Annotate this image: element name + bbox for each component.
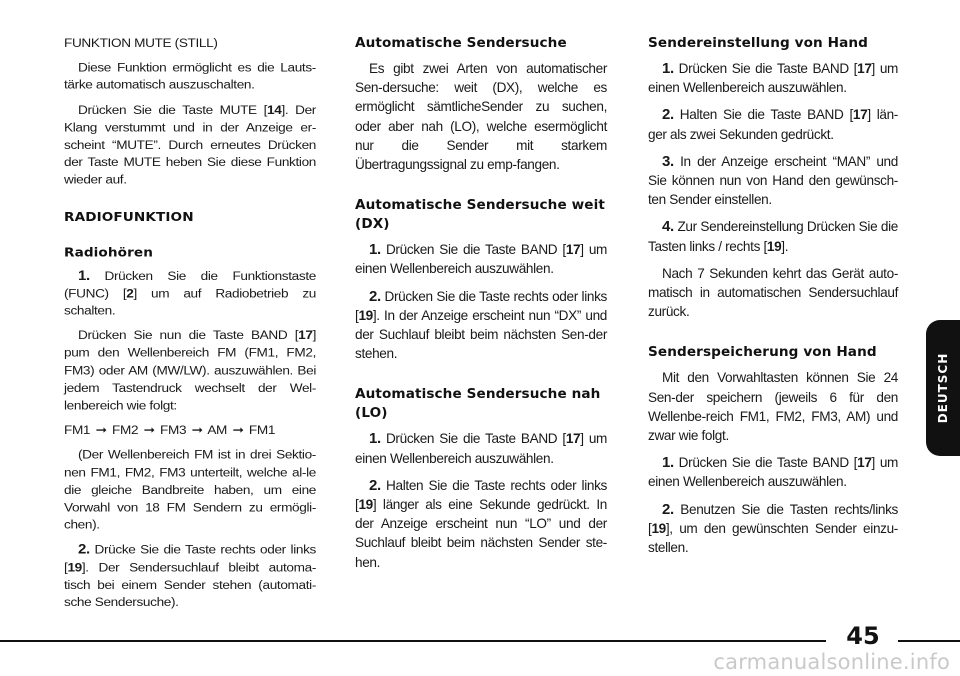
manual-storage-heading: Senderspeicherung von Hand — [648, 344, 877, 361]
band-note: (Der Wellenbereich FM ist in drei Sektio-nen FM1, FM2, FM3 unterteilt, welche al-le die gleiche Bandbreite haben, um eine Vorwahl von 18 FM Sendern zu ermögli-chen). — [64, 448, 316, 532]
manual-step-4: 4. Zur Sendereinstellung Drücken Sie die Tasten links / rechts [19]. — [648, 218, 898, 254]
radio-heading: RADIOFUNKTION — [64, 209, 194, 225]
lo-step-2: 2. Halten Sie die Taste rechts oder links [19] länger als eine Sekunde gedrückt. In der Anzeige erscheint nun “LO” und der Suchlauf bleibt beim nächsten Sender ste-hen. — [355, 476, 607, 570]
watermark: carmanualsonline.info — [713, 650, 950, 674]
manual-tuning-heading: Sendereinstellung von Hand — [648, 35, 869, 51]
page-number: 45 — [846, 622, 880, 650]
radio-listening-heading: Radiohören — [64, 245, 153, 260]
language-tab-label: DEUTSCH — [936, 352, 950, 424]
lo-heading: Automatische Sendersuche nah (LO) — [355, 386, 601, 422]
mute-paragraph-1: Diese Funktion ermöglicht es die Lauts-tärke automatisch auszuschalten. — [64, 60, 316, 92]
dx-step-2: 2. Drücken Sie die Taste rechts oder links [19]. In der Anzeige erscheint nun “DX” und der Suchlauf bleibt beim nächsten Sen-der stehen. — [355, 287, 607, 362]
manual-note: Nach 7 Sekunden kehrt das Gerät auto-matisch in automatischen Sendersuchlauf zurück. — [648, 265, 898, 320]
mute-paragraph-2: Drücken Sie die Taste MUTE [14]. Der Klang verstummt und in der Anzeige er-scheint “MUTE”. Durch erneutes Drücken der Taste MUTE heben Sie diese Funktion wieder auf. — [64, 102, 316, 187]
column-middle — [355, 34, 607, 580]
step-search: 2. Drücke Sie die Taste rechts oder links [19]. Der Sendersuchlauf bleibt automa-tisch bei einem Sender stehen (automati-sche Sendersuche). — [64, 541, 316, 609]
footer-rule-right — [898, 640, 960, 642]
lo-step-1: 1. Drücken Sie die Taste BAND [17] um einen Wellenbereich auszuwählen. — [355, 430, 608, 466]
storage-step-2: 2. Benutzen Sie die Tasten rechts/links [19], um den gewünschten Sender einzu-stellen. — [648, 500, 899, 556]
manual-step-1: 1. Drücken Sie die Taste BAND [17] um einen Wellenbereich auszuwählen. — [648, 60, 898, 96]
dx-heading: Automatische Sendersuche weit (DX) — [355, 197, 605, 233]
storage-paragraph: Mit den Vorwahltasten können Sie 24 Sen-der speichern (jeweils 6 für den Wellenbe-reich FM1, FM2, FM3, AM) und zwar wie folgt. — [648, 370, 898, 444]
auto-search-heading: Automatische Sendersuche — [355, 35, 567, 51]
band-sequence: FM1 ➞ FM2 ➞ FM3 ➞ AM ➞ FM1 — [64, 423, 276, 437]
storage-step-1: 1. Drücken Sie die Taste BAND [17] um einen Wellenbereich auszuwählen. — [648, 454, 898, 490]
auto-search-paragraph: Es gibt zwei Arten von automatischer Sen-dersuche: weit (DX), welche es ermöglicht sämtlicheSender zu suchen, oder aber nah (LO), welche esermöglicht nur die Sender mit starkem Übertragungssignal zu emp-fangen. — [355, 61, 607, 173]
column-right — [648, 34, 898, 565]
manual-step-3: 3. In der Anzeige erscheint “MAN” und Sie können nun von Hand den gewünsch-ten Sender einstellen. — [648, 152, 898, 208]
manual-step-2: 2. Halten Sie die Taste BAND [17] län-ger als zwei Sekunden gedrückt. — [648, 106, 898, 142]
footer-rule-left — [0, 640, 826, 642]
band-paragraph: Drücken Sie nun die Taste BAND [17] pum den Wellenbereich FM (FM1, FM2, FM3) oder AM (MW/LW). auszuwählen. Bei jedem Tastendruck wechselt der Wel-lenbereich wie folgt: — [64, 328, 316, 413]
dx-step-1: 1. Drücken Sie die Taste BAND [17] um einen Wellenbereich auszuwählen. — [355, 241, 608, 277]
column-left — [64, 34, 316, 618]
language-tab — [926, 320, 960, 456]
mute-heading: FUNKTION MUTE (STILL) — [64, 35, 218, 50]
step-func: 1. Drücken Sie die Funktionstaste (FUNC) [2] um auf Radiobetrieb zu schalten. — [64, 267, 316, 318]
